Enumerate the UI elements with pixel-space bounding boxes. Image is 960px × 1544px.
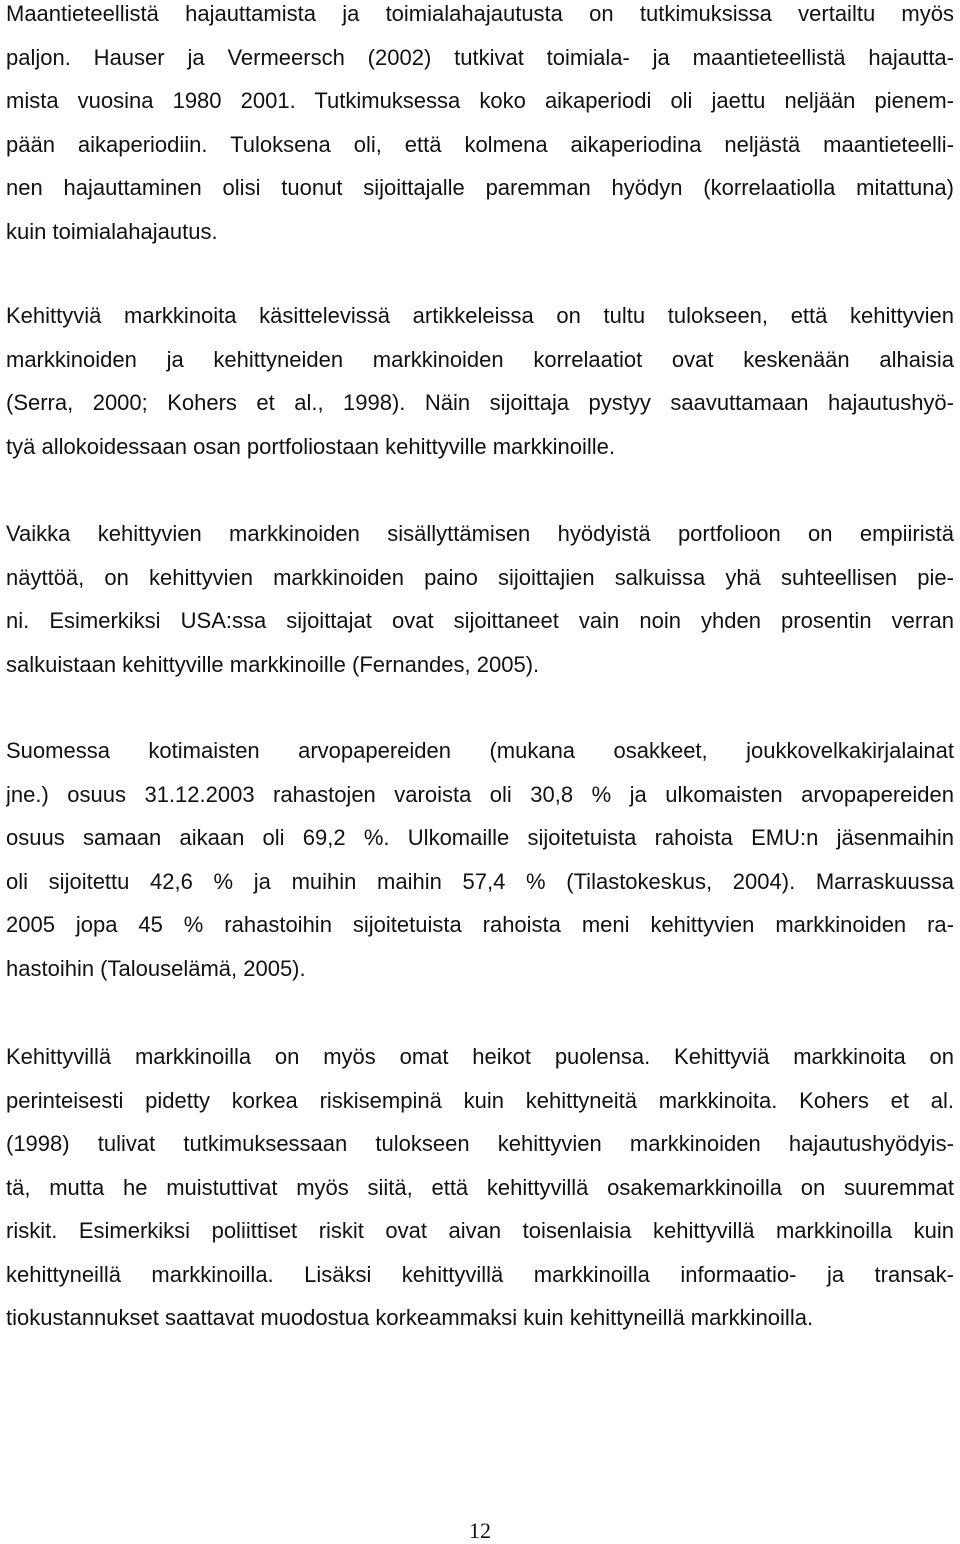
- text-line: salkuistaan kehittyville markkinoille (Fernandes, 2005).: [6, 651, 540, 677]
- text-line: (1998) tulivat tutkimuksessaan tulokseen kehittyvien markkinoiden hajautushyödyis-: [6, 1131, 954, 1156]
- paragraph-emerging-markets-risks: [6, 1035, 954, 1340]
- paragraph-finland-allocation: [6, 729, 954, 990]
- page-number: 12: [469, 1518, 491, 1543]
- text-line: Suomessa kotimaisten arvopapereiden (mukana osakkeet, joukkovelkakirjalainat: [6, 738, 954, 763]
- text-line: näyttöä, on kehittyvien markkinoiden paino sijoittajien salkuissa yhä suhteellisen pie-: [6, 564, 954, 590]
- text-line: perinteisesti pidetty korkea riskisempinä kuin kehittyneitä markkinoita. Kohers et al.: [6, 1087, 954, 1113]
- text-line: nen hajauttaminen olisi tuonut sijoittajalle paremman hyödyn (korrelaatiolla mitattuna): [6, 175, 954, 200]
- text-line: ni. Esimerkiksi USA:ssa sijoittajat ovat sijoittaneet vain noin yhden prosentin verran: [6, 608, 954, 633]
- text-line: tiokustannukset saattavat muodostua korkeammaksi kuin kehittyneillä markkinoilla.: [6, 1305, 814, 1330]
- paragraph-portfolio-weight: [6, 512, 954, 686]
- text-line: mista vuosina 1980 2001. Tutkimuksessa koko aikaperiodi oli jaettu neljään pienem-: [6, 88, 954, 113]
- text-line: pään aikaperiodiin. Tuloksena oli, että kolmena aikaperiodina neljästä maantieteelli-: [6, 131, 954, 157]
- text-line: Kehittyviä markkinoita käsittelevissä artikkeleissa on tultu tulokseen, että kehittyvien: [6, 303, 954, 328]
- text-line: oli sijoitettu 42,6 % ja muihin maihin 57,4 % (Tilastokeskus, 2004). Marraskuussa: [6, 868, 954, 894]
- text-line: riskit. Esimerkiksi poliittiset riskit ovat aivan toisenlaisia kehittyvillä markkinoilla kuin: [6, 1218, 954, 1243]
- paragraph-geographic-diversification: [6, 0, 954, 253]
- text-line: paljon. Hauser ja Vermeersch (2002) tutkivat toimiala- ja maantieteellistä hajautta-: [6, 44, 954, 70]
- text-line: Kehittyvillä markkinoilla on myös omat heikot puolensa. Kehittyviä markkinoita on: [6, 1044, 954, 1069]
- text-line: tä, mutta he muistuttivat myös siitä, että kehittyvillä osakemarkkinoilla on suuremmat: [6, 1174, 954, 1200]
- text-line: jne.) osuus 31.12.2003 rahastojen varoista oli 30,8 % ja ulkomaisten arvopapereiden: [6, 781, 954, 807]
- text-line: osuus samaan aikaan oli 69,2 %. Ulkomaille sijoitetuista rahoista EMU:n jäsenmaihin: [6, 825, 954, 850]
- text-line: Maantieteellistä hajauttamista ja toimialahajautusta on tutkimuksissa vertailtu myös: [6, 1, 954, 26]
- text-line: hastoihin (Talouselämä, 2005).: [6, 955, 306, 981]
- text-line: markkinoiden ja kehittyneiden markkinoiden korrelaatiot ovat keskenään alhaisia: [6, 346, 954, 372]
- text-line: kuin toimialahajautus.: [6, 218, 218, 244]
- text-line: kehittyneillä markkinoilla. Lisäksi kehittyvillä markkinoilla informaatio- ja transak-: [6, 1261, 954, 1287]
- text-line: 2005 jopa 45 % rahastoihin sijoitetuista rahoista meni kehittyvien markkinoiden ra-: [6, 912, 954, 937]
- paragraph-emerging-markets-correlation: [6, 294, 954, 468]
- text-line: (Serra, 2000; Kohers et al., 1998). Näin sijoittaja pystyy saavuttamaan hajautushyö-: [6, 390, 954, 415]
- text-line: tyä allokoidessaan osan portfoliostaan kehittyville markkinoille.: [6, 433, 615, 459]
- text-line: Vaikka kehittyvien markkinoiden sisällyttämisen hyödyistä portfolioon on empiiristä: [6, 521, 954, 546]
